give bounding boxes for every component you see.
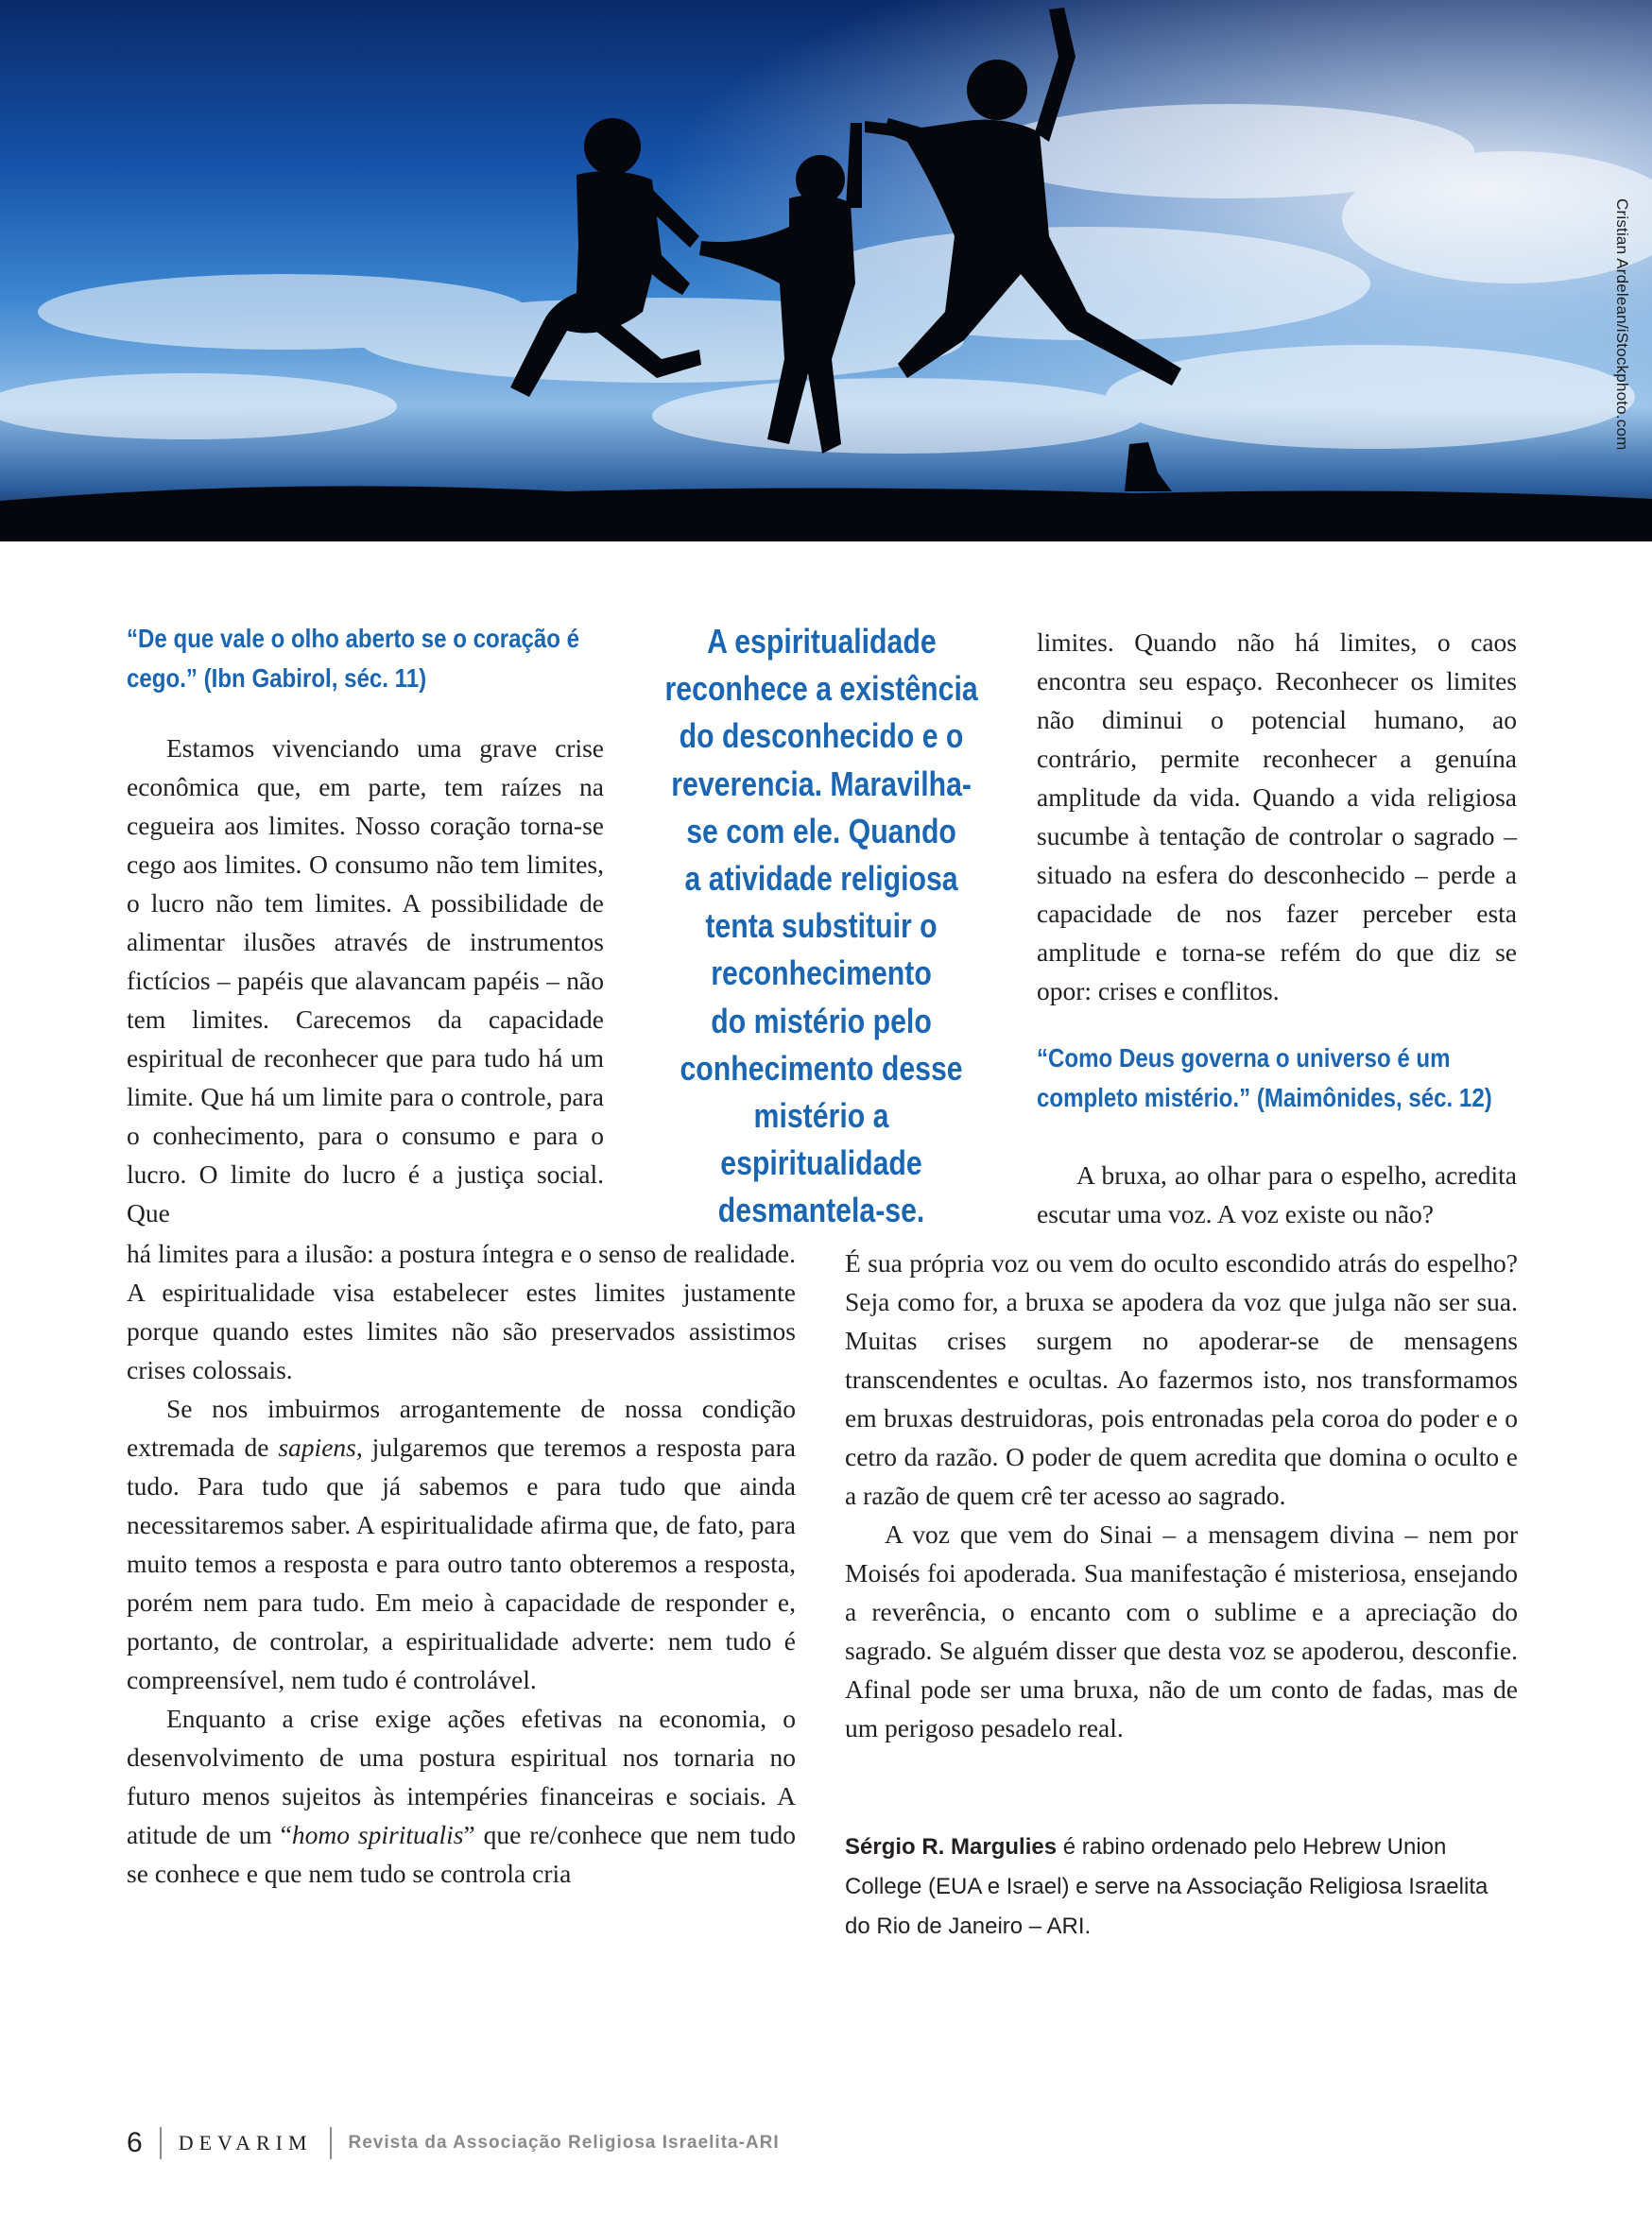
pull-quote-line: a atividade religiosa: [684, 859, 958, 899]
pull-quote-line: reconhecimento: [711, 953, 932, 993]
paragraph-limites: limites. Quando não há limites, o caos encontra seu espaço. Reconhecer os limites não diminui o potencial humano, ao contrário, permite reconhecer a genuína amplitude da vida. Quando a vida religiosa sucumbe à tentação de controlar o sagrado – situado na esfera do desconhecido – perde a capacidade de nos fazer perceber esta amplitude e torna-se refém do que diz se opor: crises e conflitos.: [1037, 627, 1517, 1005]
pull-quote-line: reverencia. Maravilha-: [671, 764, 972, 803]
pull-quote-line: tenta substituir o: [705, 906, 938, 946]
right-wide-text: [845, 1244, 1518, 1747]
paragraph-continuation: há limites para a ilusão: a postura íntegra e o senso de realidade. A espiritualidade visa estabelecer estes limites justamente porque quando estes limites não são preservados assistimos crises colossais.: [127, 1239, 796, 1384]
right-column: [1037, 623, 1517, 1233]
photo-credit: Cristian Ardelean/iStockphoto.com: [1613, 198, 1631, 451]
paragraph-bruxa-start: A bruxa, ao olhar para o espelho, acredita escutar uma voz. A voz existe ou não?: [1037, 1160, 1517, 1228]
pull-quote-line: A espiritualidade: [706, 622, 937, 661]
pull-quote-line: do desconhecido e o: [679, 716, 964, 756]
pull-quote-line: conhecimento desse: [680, 1048, 963, 1088]
maimonides-quote: “Como Deus governa o universo é um completo mistério.” (Maimônides, séc. 12): [1037, 1043, 1492, 1112]
magazine-brand: DEVARIM: [178, 2131, 313, 2154]
pull-quote-line: do mistério pelo: [711, 1001, 932, 1040]
pull-quote-line: desmantela-se.: [717, 1191, 925, 1230]
paragraph-sapiens: Se nos imbuirmos arrogantemente de nossa condição extremada de sapiens, julgaremos que teremos a resposta para tudo. Para tudo que já sabemos e para tudo que ainda necessitaremos saber. A espiritualidade afirma que, de fato, para muito temos a resposta e para outro tanto obteremos a resposta, porém nem para tudo. Em meio à capacidade de responder e, portanto, de controlar, a espiritualidade adverte: nem tudo é compreensível, nem tudo é controlável.: [127, 1394, 796, 1694]
footer-divider: [330, 2127, 332, 2159]
pull-quote-line: reconhece a existência: [664, 669, 978, 709]
page-number: 6: [127, 2127, 143, 2158]
author-bio: [845, 1828, 1518, 1947]
pull-quote: [628, 618, 1015, 1235]
magazine-subtitle: Revista da Associação Religiosa Israelita-ARI: [348, 2133, 780, 2153]
author-name: Sérgio R. Margulies: [845, 1834, 1058, 1860]
pull-quote-line: mistério a espiritualidade: [720, 1096, 922, 1183]
author-bio-text: é rabino ordenado pelo Hebrew Union College (EUA e Israel) e serve na Associação Religiosa Israelita do Rio de Janeiro – ARI.: [845, 1834, 1489, 1939]
footer-divider: [160, 2127, 162, 2159]
paragraph-sinai: A voz que vem do Sinai – a mensagem divina – nem por Moisés foi apoderada. Sua manifestação é misteriosa, ensejando a reverência, o encanto com o sublime e a apreciação do sagrado. Se alguém disser que desta voz se apoderou, desconfie. Afinal pode ser uma bruxa, não de um conto de fadas, mas de um perigoso pesadelo real.: [845, 1519, 1518, 1742]
ibn-gabirol-quote: “De que vale o olho aberto se o coração é cego.” (Ibn Gabirol, séc. 11): [127, 624, 580, 693]
pull-quote-line: se com ele. Quando: [686, 811, 956, 850]
paragraph-homo-spiritualis: Enquanto a crise exige ações efetivas na economia, o desenvolvimento de uma postura espiritual nos tornaria no futuro menos sujeitos às intempéries financeiras e sociais. A atitude de um “homo spiritualis” que re/conhece que nem tudo se conhece e que nem tudo se controla cria: [127, 1704, 796, 1888]
narrow-paragraph: Estamos vivenciando uma grave crise econômica que, em parte, tem raízes na cegueira aos limites. Nosso coração torna-se cego aos limites. O consumo não tem limites, o lucro não tem limites. A possibilidade de alimentar ilusões através de instrumentos fictícios – papéis que alavancam papéis – não tem limites. Carecemos da capacidade espiritual de reconhecer que para tudo há um limite. Que há um limite para o controle, para o conhecimento, para o consumo e para o lucro. O limite do lucro é a justiça social. Que: [127, 733, 604, 1227]
paragraph-bruxa-cont: É sua própria voz ou vem do oculto escondido atrás do espelho? Seja como for, a bruxa se apodera da voz que julga não ser sua. Muitas crises surgem no apoderar-se de mensagens transcendentes e ocultas. Ao fazermos isto, nos transformamos em bruxas destruidoras, pois entronadas pela coroa do poder e o cetro da razão. O poder de quem acredita que domina o oculto e a razão de quem crê ter acesso ao sagrado.: [845, 1248, 1518, 1510]
jumping-silhouettes-photo: [0, 0, 1652, 541]
page-footer: [127, 2124, 780, 2162]
left-wide-text: [127, 1234, 796, 1893]
hero-photo: [0, 0, 1652, 541]
left-column: [127, 619, 604, 1232]
